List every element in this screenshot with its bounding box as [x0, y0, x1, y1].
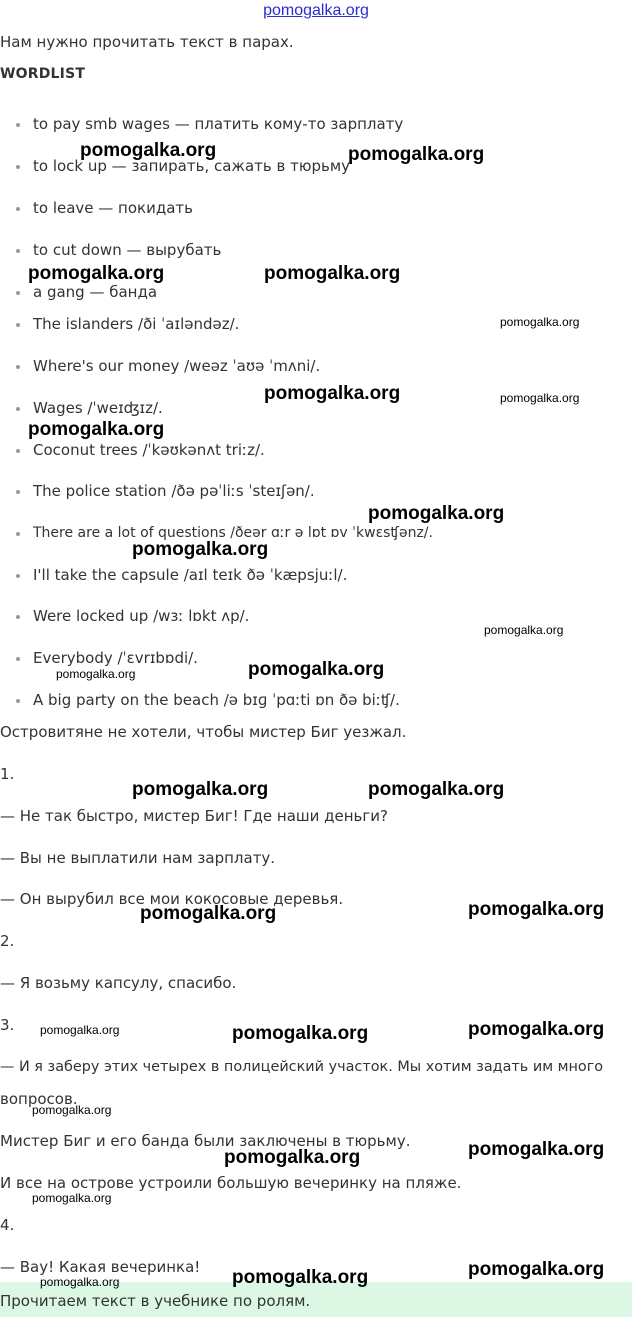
text-line: — И я заберу этих четырех в полицейский участок. Мы хотим задать им много: [0, 1059, 604, 1075]
text-line: — Вау! Какая вечеринка!: [0, 1258, 201, 1276]
watermark: pomogalka.org: [80, 140, 217, 161]
bullet-icon: [16, 323, 20, 327]
text-line: вопросов.: [0, 1090, 78, 1108]
watermark: pomogalka.org: [264, 263, 401, 284]
footer-text: Прочитаем текст в учебнике по ролям.: [0, 1292, 311, 1310]
watermark: pomogalka.org: [232, 1023, 369, 1044]
watermark: pomogalka.org: [468, 1019, 605, 1040]
bullet-icon: [16, 365, 20, 369]
watermark: pomogalka.org: [468, 899, 605, 920]
watermark: pomogalka.org: [140, 903, 277, 924]
watermark: pomogalka.org: [28, 419, 165, 440]
part-number: 2.: [0, 932, 15, 950]
watermark: pomogalka.org: [132, 539, 269, 560]
watermark: pomogalka.org: [368, 779, 505, 800]
watermark: pomogalka.org: [468, 1259, 605, 1280]
text-line: — Он вырубил все мои кокосовые деревья.: [0, 890, 344, 908]
bullet-icon: [16, 291, 20, 295]
bullet-icon: [16, 490, 20, 494]
text-line: — Вы не выплатили нам зарплату.: [0, 849, 276, 867]
bullet-icon: [16, 449, 20, 453]
intro-text: Нам нужно прочитать текст в парах.: [0, 33, 294, 51]
watermark: pomogalka.org: [56, 667, 136, 681]
watermark: pomogalka.org: [368, 503, 505, 524]
part-number: 1.: [0, 765, 15, 783]
watermark: pomogalka.org: [28, 263, 165, 284]
watermark: pomogalka.org: [348, 144, 485, 165]
watermark: pomogalka.org: [224, 1147, 361, 1168]
text-line: Мистер Биг и его банда были заключены в тюрьму.: [0, 1132, 411, 1150]
text-line: — Не так быстро, мистер Биг! Где наши деньги?: [0, 807, 388, 825]
watermark: pomogalka.org: [484, 623, 564, 637]
watermark: pomogalka.org: [500, 315, 580, 329]
bullet-icon: [16, 123, 20, 127]
watermark: pomogalka.org: [32, 1191, 112, 1205]
text-line: — Я возьму капсулу, спасибо.: [0, 974, 237, 992]
bullet-icon: [16, 657, 20, 661]
bullet-icon: [16, 615, 20, 619]
watermark: pomogalka.org: [468, 1139, 605, 1160]
watermark: pomogalka.org: [264, 383, 401, 404]
watermark: pomogalka.org: [40, 1275, 120, 1289]
watermark: pomogalka.org: [40, 1023, 120, 1037]
bullet-icon: [16, 249, 20, 253]
text-line: Островитяне не хотели, чтобы мистер Биг уезжал.: [0, 723, 407, 741]
bullet-icon: [16, 574, 20, 578]
watermark: pomogalka.org: [132, 779, 269, 800]
bullet-icon: [16, 165, 20, 169]
bullet-icon: [16, 532, 20, 536]
part-number: 4.: [0, 1216, 15, 1234]
site-link[interactable]: pomogalka.org: [263, 2, 369, 19]
bullet-icon: [16, 407, 20, 411]
watermark: pomogalka.org: [232, 1267, 369, 1288]
bullet-icon: [16, 207, 20, 211]
wordlist-heading: WORDLIST: [0, 66, 86, 82]
watermark: pomogalka.org: [32, 1103, 112, 1117]
bullet-icon: [16, 699, 20, 703]
text-line: И все на острове устроили большую вечеринку на пляже.: [0, 1174, 462, 1192]
watermark: pomogalka.org: [248, 659, 385, 680]
watermark: pomogalka.org: [500, 391, 580, 405]
part-number: 3.: [0, 1016, 15, 1034]
